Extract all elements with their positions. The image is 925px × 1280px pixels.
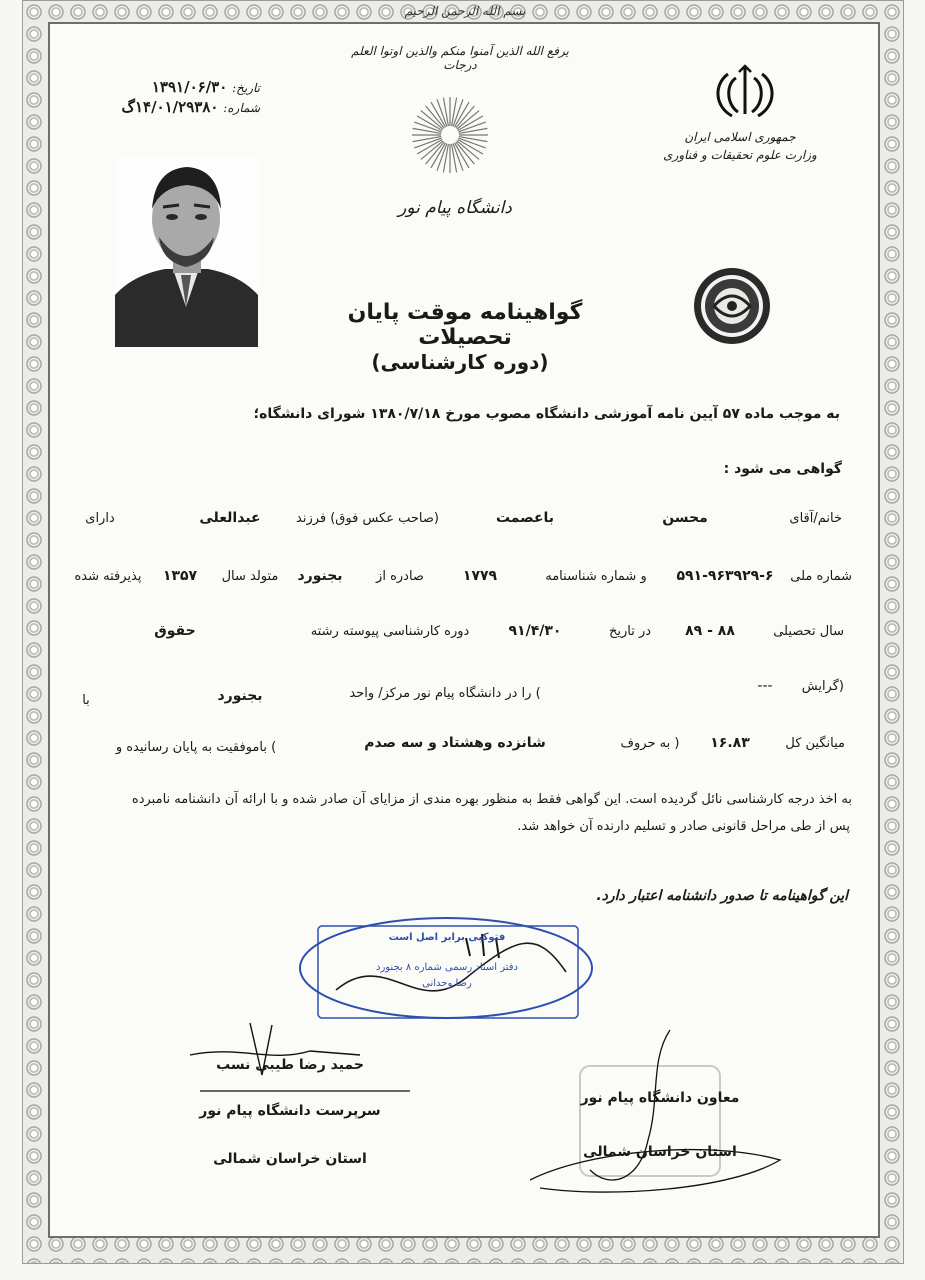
gpa: ۱۶.۸۳ (710, 735, 750, 751)
stamp-line-3: رضا وحدانی (422, 978, 472, 989)
number-label: شماره: (223, 101, 260, 115)
major: حقوق (154, 623, 196, 639)
stamp-line-2: دفتر اسناد رسمی شماره ۸ بجنورد (375, 962, 519, 973)
born-year: ۱۳۵۷ (162, 568, 198, 584)
left-signer-name: حمید رضا طیبی نسب (216, 1057, 364, 1073)
ministry-line2: وزارت علوم تحقیقات و فناوری (663, 148, 817, 162)
admitted-label: پذیرفته شده (74, 569, 142, 584)
university-logo-text: دانشگاه پیام نور (398, 198, 512, 218)
holder-photo (115, 157, 258, 347)
certificate-subtitle: (دوره کارشناسی) (371, 350, 549, 374)
birth-cert-number: ۱۷۷۹ (462, 568, 498, 584)
first-name: محسن (662, 510, 708, 526)
date-block (100, 78, 260, 116)
preamble: به موجب ماده ۵۷ آیین نامه آموزشی دانشگاه مصوب مورخ ۱۳۸۰/۷/۱۸ شورای دانشگاه؛ (253, 406, 840, 422)
salutation: خانم/آقای (789, 511, 842, 526)
closing-line-1: به اخذ درجه کارشناسی نائل گردیده است. این گواهی فقط به منظور بهره مندی از مزایای آن صادر شده و با ارائه آن دانشنامه نامبرده (131, 792, 852, 807)
father-name: عبدالعلی (199, 510, 261, 526)
number-value: ۱۴/۰۱/۲۹۳۸۰گ (121, 98, 219, 116)
program-label: دوره کارشناسی پیوسته رشته (310, 624, 470, 639)
signature-icon (180, 1015, 420, 1095)
date-label: تاریخ: (232, 81, 260, 95)
university-seal-icon (692, 266, 772, 346)
stamp-line-1: فتوکپی برابر اصل است (388, 932, 506, 943)
right-signer-province: استان خراسان شمالی (583, 1144, 737, 1160)
with-word: با (82, 693, 90, 708)
ministry-block (660, 128, 820, 164)
orientation: --- (757, 678, 773, 694)
seal-and-signature-icon (530, 1020, 790, 1210)
quran-verse: يرفع الله الذين آمنوا منكم والذين اوتوا العلم درجات (351, 44, 569, 72)
academic-year: ۸۹ - ۸۸ (685, 623, 735, 639)
certify-heading: گواهی می شود : (723, 461, 842, 477)
orientation-label: (گرایش (801, 679, 844, 694)
certificate-title: گواهینامه موقت پایان تحصیلات (347, 300, 583, 350)
success-phrase: ) باموفقیت به پایان رسانیده و (115, 740, 277, 755)
iran-emblem-icon (710, 64, 780, 120)
date-value: ۱۳۹۱/۰۶/۳۰ (151, 78, 228, 96)
issued-from: بجنورد (297, 568, 343, 584)
born-label: متولد سال (221, 569, 279, 584)
university-logo-icon (410, 95, 490, 175)
gpa-label: میانگین کل (785, 736, 845, 751)
birth-cert-label: و شماره شناسنامه (545, 569, 647, 584)
campus: بجنورد (217, 688, 263, 704)
academic-year-label: سال تحصیلی (773, 624, 844, 639)
graduation-date: ۹۱/۴/۳۰ (508, 623, 562, 639)
possessing-word: دارای (85, 511, 115, 526)
ministry-line1: جمهوری اسلامی ایران (684, 130, 796, 144)
issued-label: صادره از (376, 569, 424, 584)
photo-note: (صاحب عکس فوق) فرزند (296, 511, 439, 526)
closing-line-2: پس از طی مراحل قانونی صادر و تسلیم دارنده آن خواهد شد. (517, 819, 850, 834)
left-signer-province: استان خراسان شمالی (213, 1151, 367, 1167)
in-words-label: ( به حروف (620, 736, 680, 751)
national-id: ۵۹۱-۹۶۳۹۲۹-۶ (676, 568, 774, 584)
gpa-in-words: شانزده وهشتاد و سه صدم (364, 735, 546, 751)
right-signer-title: معاون دانشگاه پیام نور (580, 1090, 740, 1106)
on-date-label: در تاریخ (608, 624, 652, 639)
left-signer-title: سرپرست دانشگاه پیام نور (199, 1103, 381, 1119)
national-id-label: شماره ملی (790, 569, 852, 584)
campus-label: ) را در دانشگاه پیام نور مرکز/ واحد (349, 686, 541, 701)
left-signature-block (180, 1015, 420, 1195)
right-signature-block (530, 1020, 790, 1210)
last-name: باعصمت (495, 510, 555, 526)
validity-note: این گواهینامه تا صدور دانشنامه اعتبار دارد. (596, 888, 848, 904)
bismillah: بسم الله الرحمن الرحيم (404, 4, 526, 18)
notary-stamp (296, 908, 596, 1028)
